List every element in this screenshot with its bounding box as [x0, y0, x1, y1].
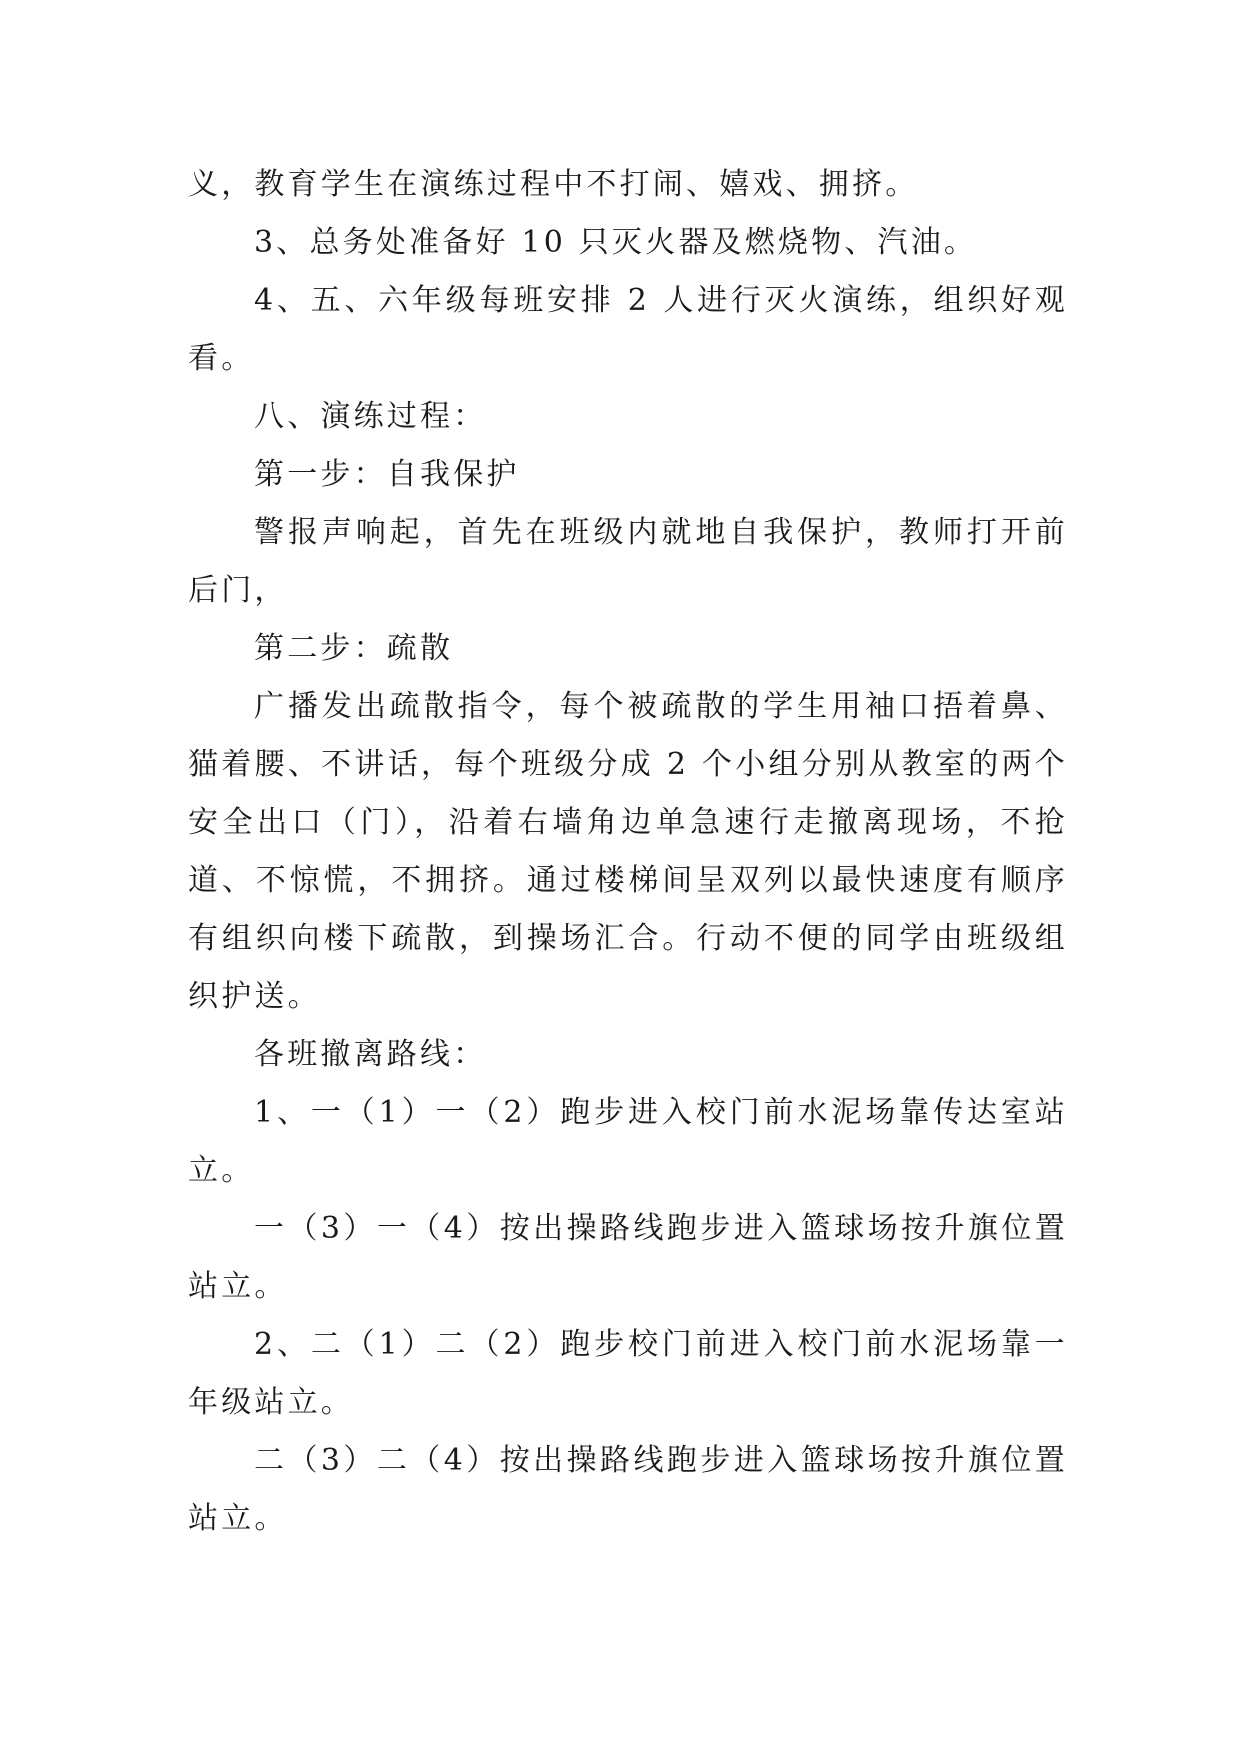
document-body [188, 156, 1068, 1548]
section-heading-drill-process: 八、演练过程： [254, 399, 487, 434]
route-grade-two-a: 2、二（1）二（2）跑步校门前进入校门前水泥场靠一年级站立。 [188, 1327, 1068, 1420]
step-two-heading: 第二步：疏散 [254, 631, 454, 666]
route-grade-one-a: 1、一（1）一（2）跑步进入校门前水泥场靠传达室站立。 [188, 1095, 1068, 1188]
paragraph-continuation: 义，教育学生在演练过程中不打闹、嬉戏、拥挤。 [188, 167, 919, 202]
route-grade-two-b: 二（3）二（4）按出操路线跑步进入篮球场按升旗位置站立。 [188, 1443, 1068, 1536]
evacuation-routes-heading: 各班撤离路线： [254, 1037, 487, 1072]
paragraph-item-4: 4、五、六年级每班安排 2 人进行灭火演练，组织好观看。 [188, 283, 1068, 376]
route-grade-one-b: 一（3）一（4）按出操路线跑步进入篮球场按升旗位置站立。 [188, 1211, 1068, 1304]
step-one-heading: 第一步：自我保护 [254, 457, 520, 492]
paragraph-item-3: 3、总务处准备好 10 只灭火器及燃烧物、汽油。 [254, 225, 978, 260]
step-one-body: 警报声响起，首先在班级内就地自我保护，教师打开前后门， [188, 515, 1068, 608]
step-two-body: 广播发出疏散指令，每个被疏散的学生用袖口捂着鼻、猫着腰、不讲话，每个班级分成 2 个小组分别从教室的两个安全出口（门），沿着右墙角边单急速行走撤离现场，不抢道、不惊慌，不拥挤。通过楼梯间呈双列以最快速度有顺序有组织向楼下疏散，到操场汇合。行动不便的同学由班级组织护送。 [188, 689, 1068, 1014]
